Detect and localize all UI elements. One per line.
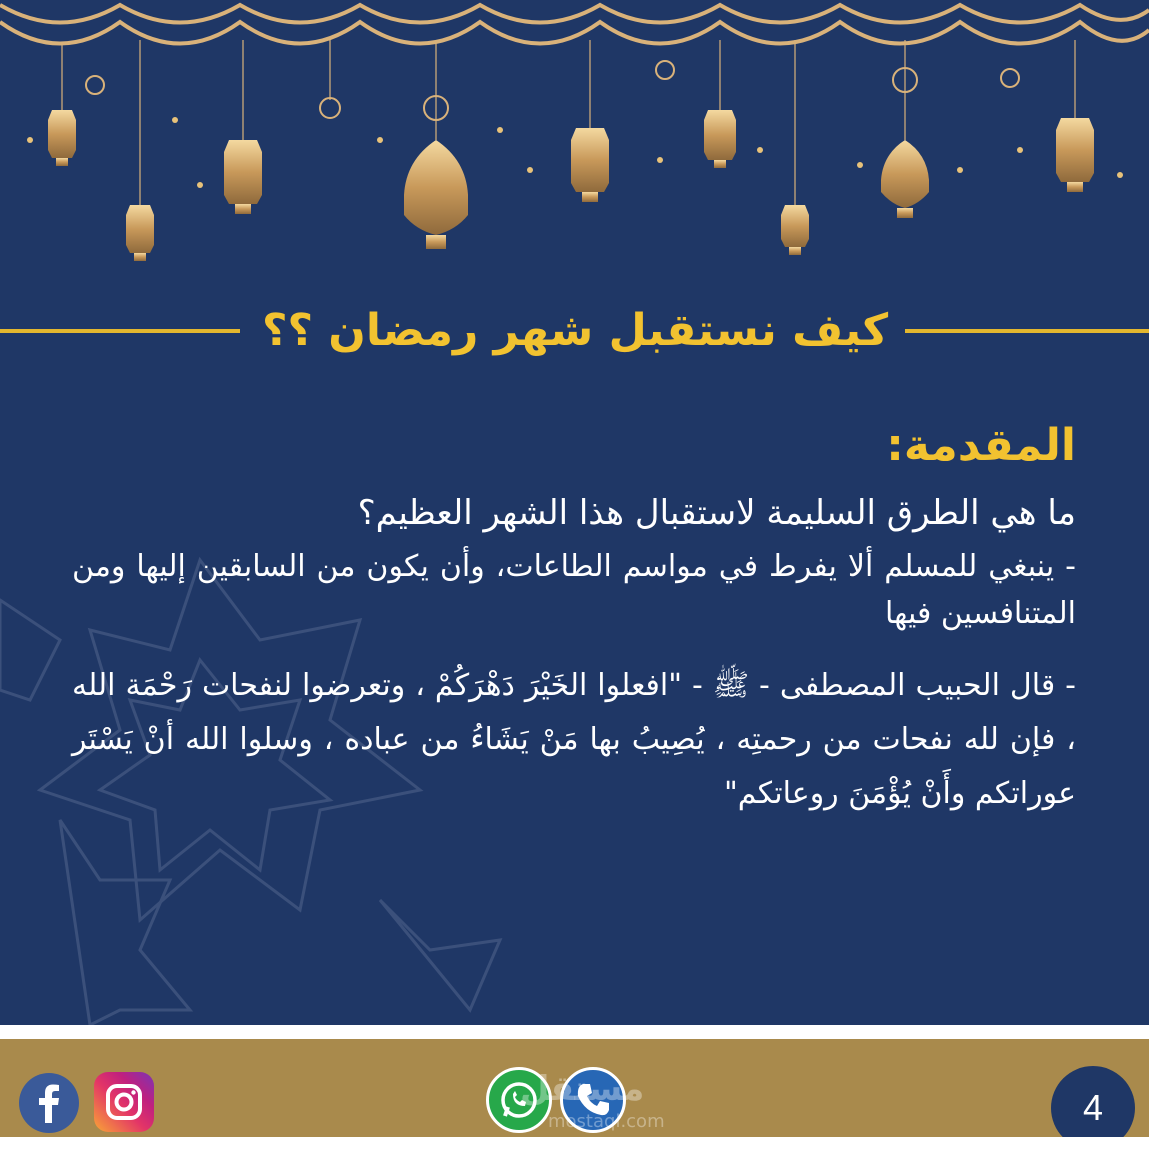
page-title: كيف نستقبل شهر رمضان ؟؟ <box>261 305 889 356</box>
title-divider-left <box>0 329 240 333</box>
content-body <box>72 415 1076 843</box>
footer <box>0 1025 1149 1149</box>
page-number-badge: 4 <box>1051 1066 1135 1149</box>
footer-bar <box>0 1039 1149 1137</box>
question-text: ما هي الطرق السليمة لاستقبال هذا الشهر العظيم؟ <box>357 493 1076 533</box>
instagram-icon[interactable] <box>94 1072 154 1132</box>
watermark-url: mostaql.com <box>548 1111 665 1132</box>
title-row <box>0 296 1149 366</box>
footer-edge <box>0 1137 1149 1149</box>
watermark-logo: مستقل <box>520 1069 645 1109</box>
paragraph-1: - ينبغي للمسلم ألا يفرط في مواسم الطاعات، وأن يكون من السابقين إليها ومن المتنافسين فيها <box>72 549 1076 631</box>
section-heading: المقدمة: <box>886 420 1076 471</box>
facebook-icon[interactable] <box>19 1073 79 1133</box>
title-divider-right <box>905 329 1149 333</box>
paragraph-2: - قال الحبيب المصطفى - ﷺ - "افعلوا الخَيْرَ دَهْرَكُمْ ، وتعرضوا لنفحات رَحْمَة الله ، فإن لله نفحات من رحمتِه ، يُصِيبُ بها مَنْ يَشَاءُ من عباده ، وسلوا الله أنْ يَسْتَر عوراتكم وأَنْ يُؤْمَنَ روعاتكم" <box>72 668 1076 811</box>
